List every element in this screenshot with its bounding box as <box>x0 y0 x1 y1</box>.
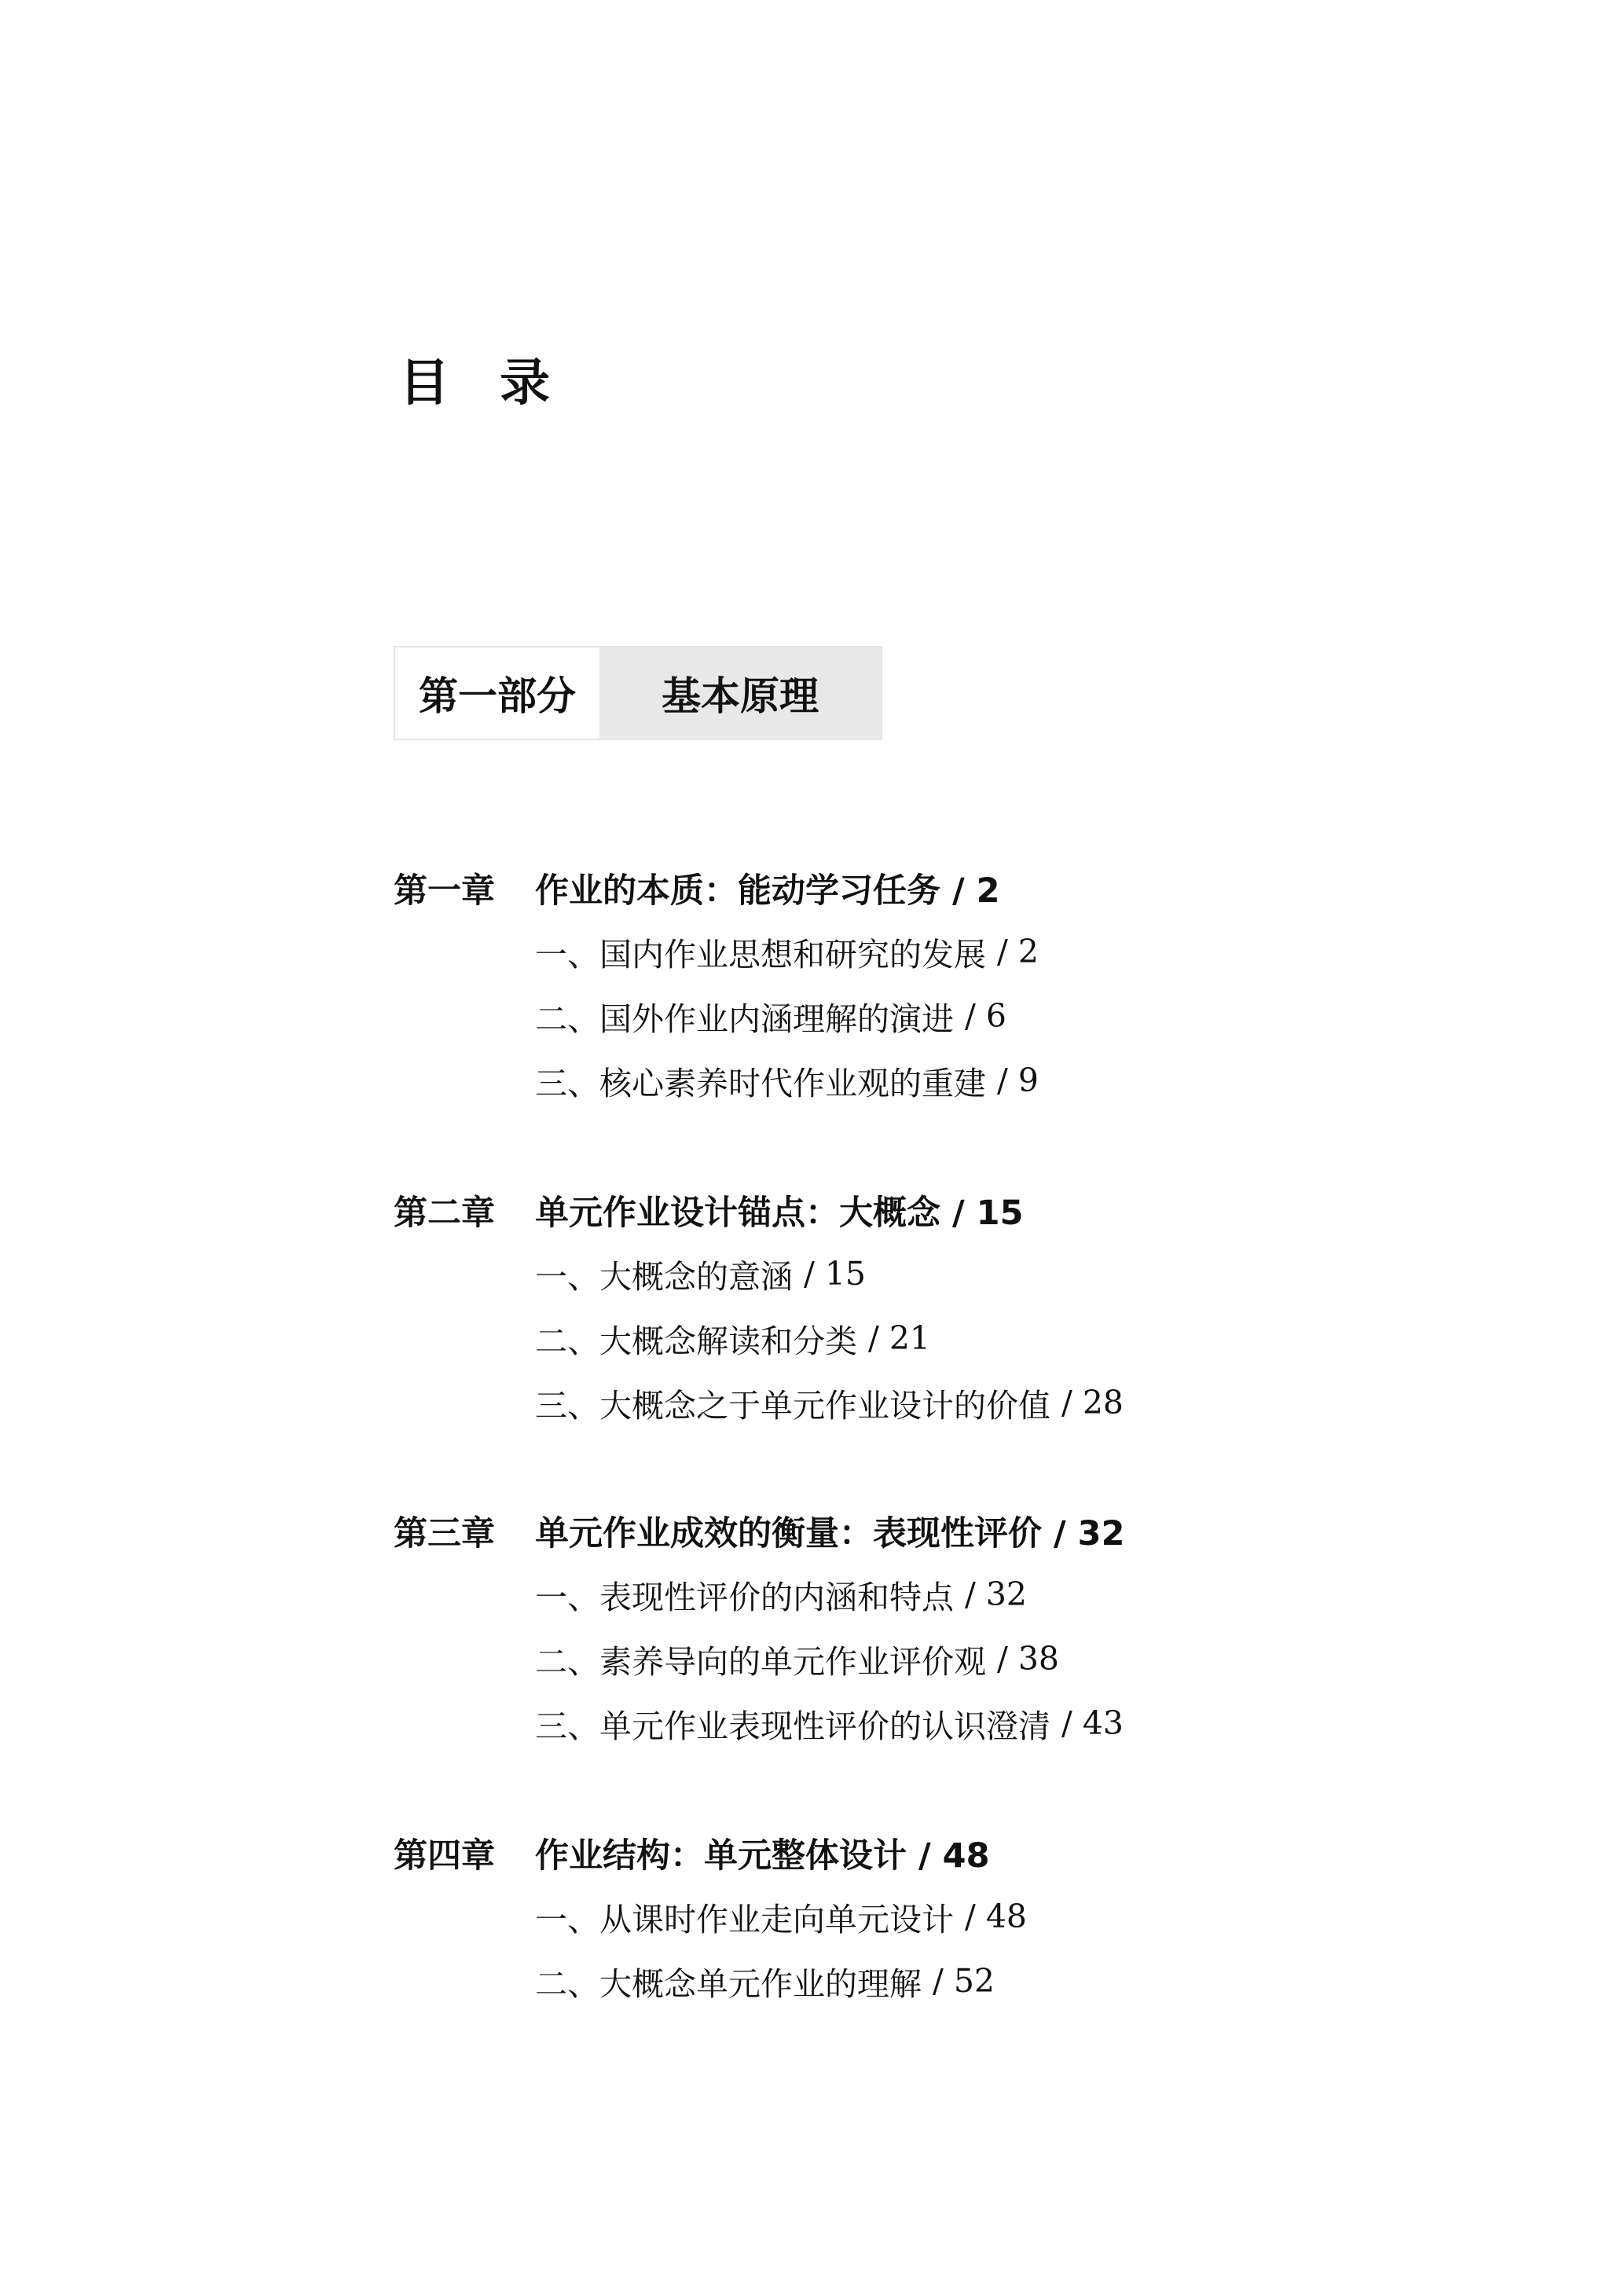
page-number: / 28 <box>1061 1384 1124 1421</box>
chapter-number: 第四章 <box>394 1836 495 1876</box>
toc-entry[interactable] <box>394 1242 1541 1306</box>
chapter-number: 第三章 <box>394 1513 495 1553</box>
toc-entry[interactable] <box>394 1562 1541 1627</box>
page-number: / 15 <box>804 1255 867 1293</box>
page-number: / 48 <box>965 1898 1028 1935</box>
toc-entry[interactable] <box>394 1949 1541 2013</box>
chapter-3 <box>394 1499 1541 1755</box>
toc-entry[interactable] <box>394 1691 1541 1755</box>
chapter-title: 单元作业设计锚点：大概念 / 15 <box>535 1193 1024 1233</box>
toc-entry[interactable] <box>394 1884 1541 1949</box>
page-number: / 52 <box>933 1962 995 2000</box>
toc-entry[interactable] <box>394 984 1541 1048</box>
toc-entry[interactable] <box>394 1048 1541 1113</box>
page-number: / 43 <box>1061 1704 1124 1742</box>
chapter-heading[interactable] <box>394 1499 1541 1562</box>
chapter-title: 作业的本质：能动学习任务 / 2 <box>535 871 1000 911</box>
section-title: 一、表现性评价的内涵和特点 <box>535 1578 954 1616</box>
toc-entry[interactable] <box>394 919 1541 984</box>
page-number: / 21 <box>868 1319 931 1357</box>
section-title: 三、大概念之于单元作业设计的价值 <box>535 1386 1050 1425</box>
page-number: / 38 <box>997 1640 1060 1678</box>
chapter-number: 第一章 <box>394 871 495 911</box>
chapter-4 <box>394 1821 1541 2013</box>
toc-entry[interactable] <box>394 1627 1541 1691</box>
chapter-2 <box>394 1179 1541 1435</box>
page-number: / 6 <box>965 997 1006 1035</box>
section-title: 二、国外作业内涵理解的演进 <box>535 999 954 1038</box>
chapter-1 <box>394 856 1541 1113</box>
page-number: / 32 <box>965 1575 1028 1613</box>
page-number: / 2 <box>997 933 1039 970</box>
part-number: 第一部分 <box>395 647 599 739</box>
part-heading <box>394 646 882 740</box>
chapter-number: 第二章 <box>394 1193 495 1233</box>
chapter-title: 作业结构：单元整体设计 / 48 <box>535 1836 990 1876</box>
section-title: 三、单元作业表现性评价的认识澄清 <box>535 1707 1050 1745</box>
chapter-heading[interactable] <box>394 856 1541 919</box>
chapter-title: 单元作业成效的衡量：表现性评价 / 32 <box>535 1513 1125 1553</box>
section-title: 一、国内作业思想和研究的发展 <box>535 935 986 974</box>
section-title: 二、素养导向的单元作业评价观 <box>535 1642 986 1681</box>
section-title: 二、大概念解读和分类 <box>535 1322 857 1360</box>
toc-entry[interactable] <box>394 1370 1541 1435</box>
page-title: 目录 <box>399 354 600 413</box>
section-title: 二、大概念单元作业的理解 <box>535 1964 922 2003</box>
chapter-heading[interactable] <box>394 1179 1541 1242</box>
part-name: 基本原理 <box>599 647 881 739</box>
toc-entry[interactable] <box>394 1306 1541 1370</box>
section-title: 三、核心素养时代作业观的重建 <box>535 1064 986 1102</box>
section-title: 一、从课时作业走向单元设计 <box>535 1900 954 1938</box>
chapter-heading[interactable] <box>394 1821 1541 1884</box>
page-number: / 9 <box>997 1062 1039 1099</box>
section-title: 一、大概念的意涵 <box>535 1257 793 1296</box>
